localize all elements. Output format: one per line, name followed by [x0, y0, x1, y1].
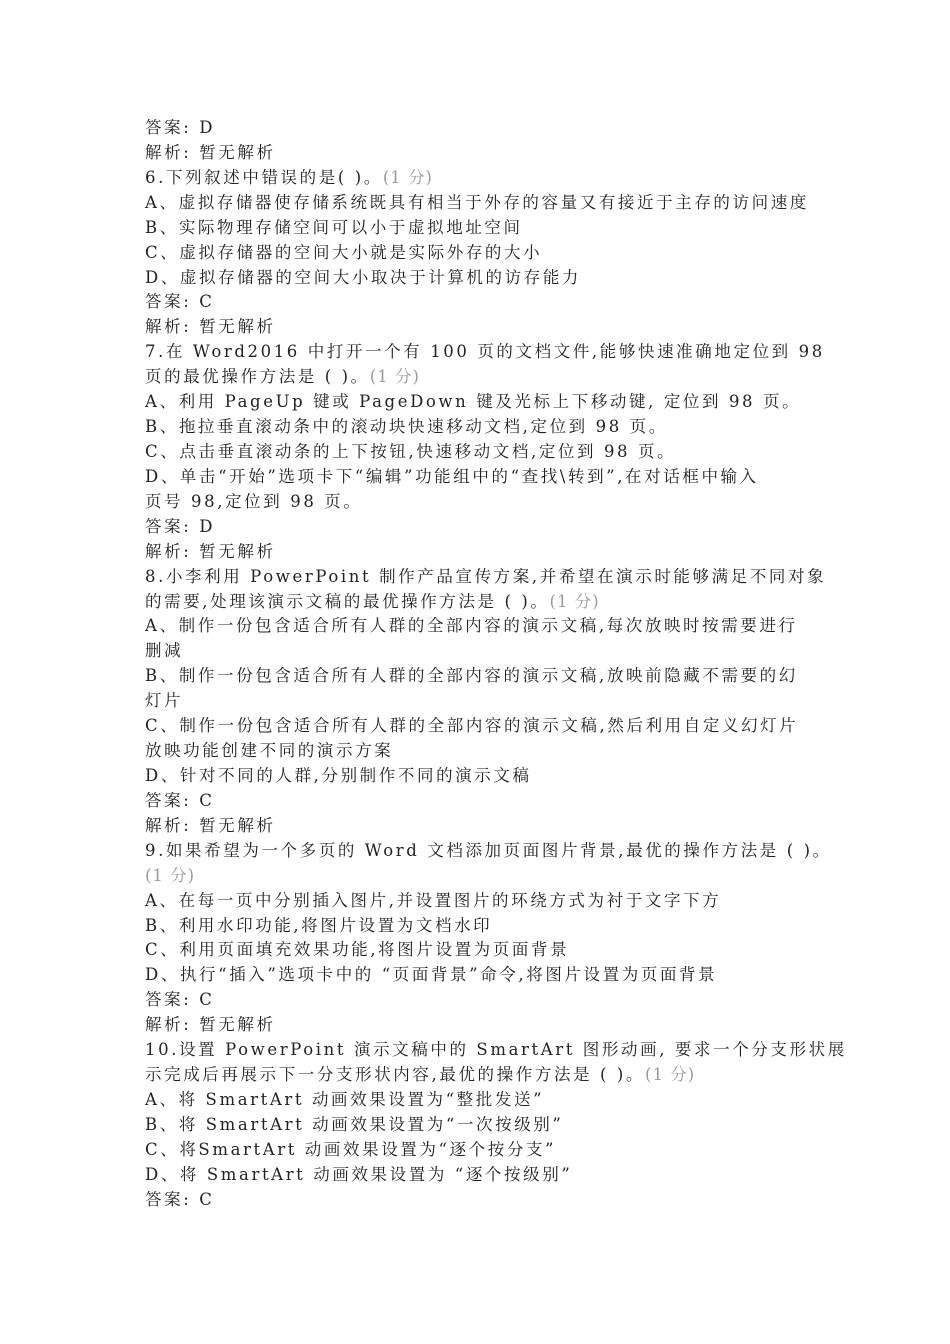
question-line: [145, 340, 825, 365]
option-line: [145, 639, 825, 664]
question-text: 9.如果希望为一个多页的 Word 文档添加页面图片背景,最优的操作方法是 ( )。: [145, 840, 832, 860]
option-line: [145, 216, 825, 241]
option-text: C、虚拟存储器的空间大小就是实际外存的大小: [145, 242, 543, 262]
option-text: B、制作一份包含适合所有人群的全部内容的演示文稿,放映前隐藏不需要的幻: [145, 666, 798, 686]
option-line: [145, 1113, 825, 1138]
option-line: [145, 1088, 825, 1113]
option-line: [145, 390, 825, 415]
option-line: [145, 889, 825, 914]
option-text: C、制作一份包含适合所有人群的全部内容的演示文稿,然后利用自定义幻灯片: [145, 716, 799, 736]
option-line: [145, 191, 825, 216]
question-line: [145, 565, 825, 590]
question-line: [145, 590, 825, 615]
question-text: 7.在 Word2016 中打开一个有 100 页的文档文件,能够快速准确地定位到 98: [145, 342, 825, 362]
answer-text: 答案: C: [145, 990, 215, 1010]
option-text: A、制作一份包含适合所有人群的全部内容的演示文稿,每次放映时按需要进行: [145, 616, 798, 636]
option-text: 删减: [145, 641, 184, 661]
option-text: B、实际物理存储空间可以小于虚拟地址空间: [145, 217, 523, 237]
answer-text: 答案: C: [145, 292, 215, 312]
question-line: [145, 864, 825, 889]
option-text: D、单击“开始”选项卡下“编辑”功能组中的“查找\转到”,在对话框中输入: [145, 466, 759, 486]
score-label: (1 分): [382, 167, 433, 187]
question-text: 10.设置 PowerPoint 演示文稿中的 SmartArt 图形动画, 要求一个分支形状展: [145, 1040, 847, 1060]
answer-line: [145, 988, 825, 1013]
option-line: [145, 241, 825, 266]
answer-text: 答案: C: [145, 1189, 215, 1209]
option-text: 放映功能创建不同的演示方案: [145, 741, 394, 761]
answer-line: [145, 116, 825, 141]
score-label: (1 分): [645, 1065, 696, 1085]
question-text: 的需要,处理该演示文稿的最优操作方法是 ( )。: [145, 591, 550, 611]
option-text: B、利用水印功能,将图片设置为文档水印: [145, 915, 493, 935]
score-label: (1 分): [549, 591, 600, 611]
analysis-text: 解析: 暂无解析: [145, 317, 276, 337]
answer-text: 答案: D: [145, 118, 216, 137]
question-text: 6.下列叙述中错误的是( )。: [145, 167, 383, 187]
analysis-text: 解析: 暂无解析: [145, 815, 276, 835]
analysis-line: [145, 540, 825, 565]
option-line: [145, 1138, 825, 1163]
question-line: [145, 365, 825, 390]
question-text: 8.小李利用 PowerPoint 制作产品宣传方案,并希望在演示时能够满足不同对象: [145, 566, 827, 586]
answer-line: [145, 290, 825, 315]
option-text: A、虚拟存储器使存储系统既具有相当于外存的容量又有接近于主存的访问速度: [145, 192, 809, 212]
option-text: A、将 SmartArt 动画效果设置为“整批发送”: [145, 1089, 545, 1109]
option-line: [145, 938, 825, 963]
option-line: [145, 266, 825, 291]
option-text: 页号 98,定位到 98 页。: [145, 491, 363, 511]
option-text: B、将 SmartArt 动画效果设置为“一次按级别”: [145, 1114, 564, 1134]
option-line: [145, 664, 825, 689]
answer-line: [145, 515, 825, 540]
exam-document: [145, 116, 847, 1213]
option-text: C、点击垂直滚动条的上下按钮,快速移动文档,定位到 98 页。: [145, 441, 677, 461]
option-text: C、将SmartArt 动画效果设置为“逐个按分支”: [145, 1139, 557, 1159]
option-text: D、虚拟存储器的空间大小取决于计算机的访存能力: [145, 267, 582, 287]
question-line: [145, 1063, 825, 1088]
option-text: D、针对不同的人群,分别制作不同的演示文稿: [145, 765, 532, 785]
analysis-line: [145, 1013, 825, 1038]
option-line: [145, 1163, 825, 1188]
question-text: 页的最优操作方法是 ( )。: [145, 367, 370, 387]
analysis-text: 解析: 暂无解析: [145, 1015, 276, 1035]
answer-line: [145, 789, 825, 814]
option-text: A、在每一页中分别插入图片,并设置图片的环绕方式为衬于文字下方: [145, 890, 722, 910]
option-text: A、利用 PageUp 键或 PageDown 键及光标上下移动键, 定位到 98 页。: [145, 392, 802, 412]
score-label: (1 分): [145, 865, 196, 885]
option-line: [145, 440, 825, 465]
option-line: [145, 714, 825, 739]
option-text: D、执行“插入”选项卡中的 “页面背景”命令,将图片设置为页面背景: [145, 965, 718, 985]
answer-text: 答案: D: [145, 516, 216, 536]
option-line: [145, 914, 825, 939]
option-line: [145, 739, 825, 764]
analysis-line: [145, 141, 825, 166]
option-line: [145, 689, 825, 714]
option-text: C、利用页面填充效果功能,将图片设置为页面背景: [145, 940, 570, 960]
question-line: [145, 1038, 847, 1063]
analysis-line: [145, 315, 825, 340]
option-text: 灯片: [145, 691, 184, 711]
score-label: (1 分): [369, 367, 420, 387]
question-line: [145, 166, 825, 191]
question-text: 示完成后再展示下一分支形状内容,最优的操作方法是 ( )。: [145, 1065, 646, 1085]
answer-text: 答案: C: [145, 790, 215, 810]
question-line: [145, 839, 832, 864]
analysis-text: 解析: 暂无解析: [145, 541, 276, 561]
analysis-text: 解析: 暂无解析: [145, 142, 276, 162]
answer-line: [145, 1188, 825, 1213]
analysis-line: [145, 814, 825, 839]
option-line: [145, 963, 825, 988]
option-line: [145, 415, 825, 440]
option-text: D、将 SmartArt 动画效果设置为 “逐个按级别”: [145, 1164, 573, 1184]
option-line: [145, 764, 825, 789]
option-line: [145, 465, 825, 490]
option-line: [145, 614, 825, 639]
option-line: [145, 490, 825, 515]
option-text: B、拖拉垂直滚动条中的滚动块快速移动文档,定位到 98 页。: [145, 417, 668, 437]
